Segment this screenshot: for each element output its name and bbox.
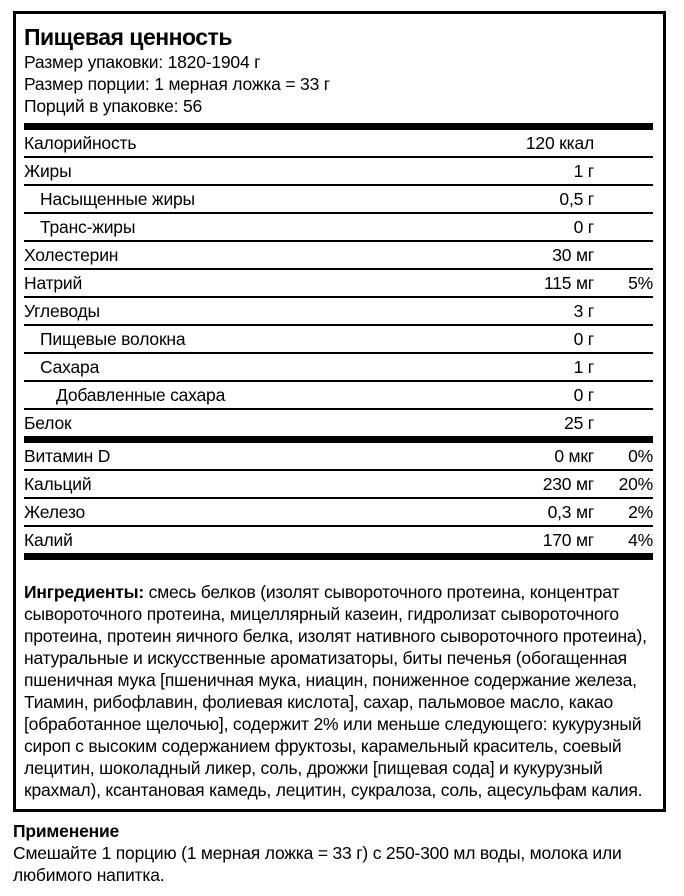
nutrient-name: Калорийность	[24, 132, 137, 153]
row-dietary-fiber	[24, 326, 653, 354]
nutrient-amount: 25 г	[564, 412, 594, 433]
divider-bar-vitamins	[24, 436, 653, 443]
nutrient-amount: 0 мкг	[554, 445, 594, 466]
nutrition-facts-panel	[13, 11, 666, 812]
row-calcium	[24, 471, 653, 499]
nutrient-amount: 3 г	[573, 300, 594, 321]
nutrient-name: Кальций	[24, 473, 92, 494]
nutrient-amount: 0 г	[573, 384, 594, 405]
ingredients-heading: Ингредиенты:	[24, 582, 144, 602]
divider-bar-bottom	[24, 553, 653, 560]
ingredients-paragraph	[24, 581, 653, 801]
row-carbohydrates	[24, 298, 653, 326]
nutrient-amount: 120 ккал	[525, 132, 594, 153]
row-iron	[24, 499, 653, 527]
nutrient-name: Добавленные сахара	[56, 384, 226, 405]
nutrient-amount: 170 мг	[542, 529, 594, 550]
nutrient-amount: 30 мг	[552, 244, 594, 265]
nutrient-name: Белок	[24, 412, 72, 433]
usage-section	[13, 820, 671, 886]
nutrient-dv: 0%	[628, 445, 653, 466]
row-vitamin-d	[24, 443, 653, 471]
nutrient-name: Калий	[24, 529, 73, 550]
nutrient-amount: 1 г	[573, 160, 594, 181]
ingredients-text: смесь белков (изолят сывороточного протеина, концентрат сывороточного протеина, мицеллярный казеин, гидролизат сывороточного протеина, протеин яичного белка, изолят нативного сывороточного протеина), натуральные и искусственные ароматизаторы, биты печенья (обогащенная пшеничная мука [пшеничная мука, ниацин, пониженное содержание железа, Тиамин, рибофлавин, фолиевая кислота], сахар, пальмовое масло, какао [обработанное щелочью], содержит 2% или меньше следующего: кукурузный сироп с высоким содержанием фруктозы, карамельный краситель, соевый лецитин, шоколадный ликер, соль, дрожжи [пищевая сода] и кукурузный крахмал), ксантановая камедь, лецитин, сукралоза, соль, ацесульфам калия.	[24, 582, 647, 800]
row-sugars	[24, 354, 653, 382]
nutrient-amount: 230 мг	[542, 473, 594, 494]
serving-size-line: Размер порции: 1 мерная ложка = 33 г	[24, 74, 330, 94]
row-added-sugars	[24, 382, 653, 410]
nutrient-amount: 0,5 г	[559, 188, 594, 209]
nutrient-name: Углеводы	[24, 300, 100, 321]
usage-heading: Применение	[13, 821, 120, 841]
divider-bar-header	[24, 123, 653, 130]
row-protein	[24, 410, 653, 436]
nutrient-name: Холестерин	[24, 244, 119, 265]
nutrient-dv: 5%	[628, 272, 653, 293]
row-potassium	[24, 527, 653, 553]
nutrient-name: Транс-жиры	[40, 216, 136, 237]
nutrient-name: Жиры	[24, 160, 72, 181]
nutrient-amount: 0 г	[573, 216, 594, 237]
row-cholesterol	[24, 242, 653, 270]
nutrient-name: Витамин D	[24, 445, 111, 466]
usage-text: Смешайте 1 порцию (1 мерная ложка = 33 г) с 250-300 мл воды, молока или любимого напитка.	[13, 843, 622, 885]
nutrient-name: Сахара	[40, 356, 100, 377]
nutrient-name: Насыщенные жиры	[40, 188, 195, 209]
package-size-line: Размер упаковки: 1820-1904 г	[24, 52, 261, 72]
nutrient-name: Пищевые волокна	[40, 328, 186, 349]
row-trans-fat	[24, 214, 653, 242]
nutrient-dv: 20%	[618, 473, 653, 494]
nutrient-amount: 115 мг	[544, 272, 594, 293]
servings-per-container-line: Порций в упаковке: 56	[24, 96, 203, 116]
row-sodium	[24, 270, 653, 298]
nutrient-dv: 2%	[628, 501, 653, 522]
nutrient-dv: 4%	[628, 529, 653, 550]
nutrient-name: Натрий	[24, 272, 83, 293]
nutrient-amount: 0,3 мг	[547, 501, 594, 522]
row-calories	[24, 130, 653, 158]
row-fat	[24, 158, 653, 186]
nutrient-name: Железо	[24, 501, 86, 522]
nutrition-title: Пищевая ценность	[24, 24, 232, 50]
nutrient-amount: 1 г	[573, 356, 594, 377]
nutrient-amount: 0 г	[573, 328, 594, 349]
row-saturated-fat	[24, 186, 653, 214]
